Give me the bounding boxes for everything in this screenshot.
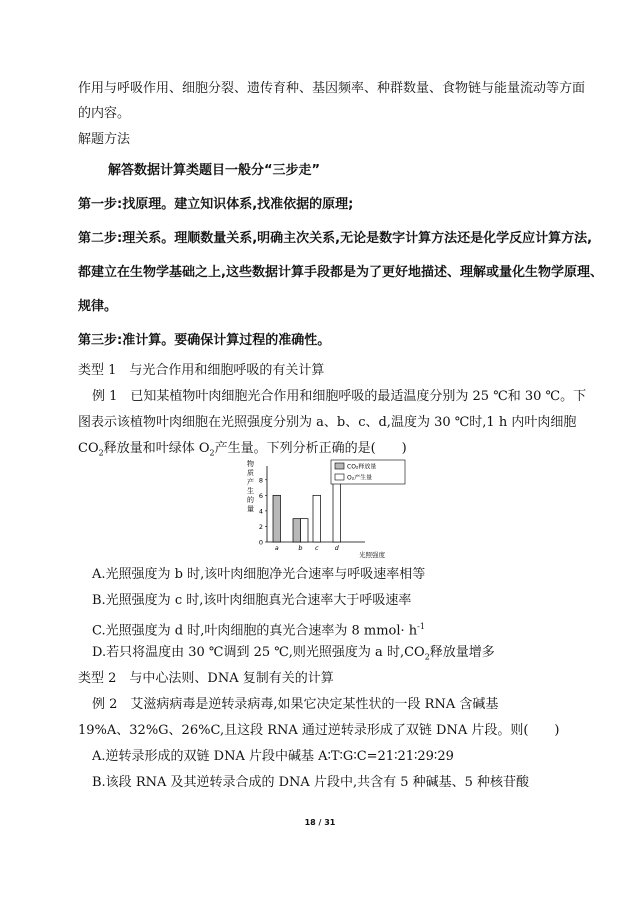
bar-b-series1 bbox=[293, 519, 301, 542]
page-number: 18 / 31 bbox=[304, 818, 336, 827]
example1-line3-end: 产生量。下列分析正确的是( ) bbox=[214, 441, 407, 456]
para1-line2: 的内容。 bbox=[78, 106, 131, 121]
bar-a-series1 bbox=[273, 495, 281, 542]
chart-ylabel-char: 生 bbox=[247, 487, 254, 495]
example1-line3-mid: 释放量和叶绿体 O bbox=[103, 441, 210, 456]
example2-line2: 19%A、32%G、26%C,且这段 RNA 通过逆转录形成了双链 DNA 片段。则( ) bbox=[78, 723, 560, 738]
chart-ylabel-char: 量 bbox=[247, 505, 254, 513]
type1-heading: 类型 1 与光合作用和细胞呼吸的有关计算 bbox=[78, 363, 325, 378]
chart-ylabel bbox=[247, 459, 254, 513]
chart-ylabel-char: 质 bbox=[247, 469, 254, 477]
o2-subscript: 2 bbox=[209, 448, 215, 458]
x-tick-label: a bbox=[274, 544, 279, 552]
co2-subscript: 2 bbox=[98, 448, 104, 458]
example1-line1: 例 1 已知某植物叶肉细胞光合作用和细胞呼吸的最适温度分别为 25 ℃和 30 ℃。下 bbox=[92, 389, 587, 404]
step2-line1: 第二步:理关系。理顺数量关系,明确主次关系,无论是数字计算方法还是化学反应计算方法, bbox=[78, 231, 593, 246]
example2-option-a: A.逆转录形成的双链 DNA 片段中碱基 A∶T∶G∶C=21∶21∶29∶29 bbox=[92, 749, 454, 764]
y-tick-label: 4 bbox=[258, 507, 263, 516]
example1-line2: 图表示该植物叶肉细胞在光照强度分别为 a、b、c、d,温度为 30 ℃时,1 h 内叶肉细胞 bbox=[78, 415, 577, 430]
co2-text: CO bbox=[78, 441, 99, 456]
legend-swatch bbox=[335, 474, 344, 480]
bar-b-series2 bbox=[301, 519, 309, 542]
step2-line3: 规律。 bbox=[78, 299, 118, 314]
method-label: 解题方法 bbox=[78, 132, 131, 147]
chart-ylabel-char: 的 bbox=[247, 496, 254, 504]
example2-line1: 例 2 艾滋病病毒是逆转录病毒,如果它决定某性状的一段 RNA 含碱基 bbox=[92, 697, 499, 712]
option-c-superscript: -1 bbox=[417, 622, 425, 631]
option-c bbox=[92, 618, 580, 640]
x-axis-label: 光照强度 bbox=[359, 551, 385, 559]
option-b: B.光照强度为 c 时,该叶肉细胞真光合速率大于呼吸速率 bbox=[92, 593, 412, 608]
para1-line1: 作用与呼吸作用、细胞分裂、遗传育种、基因频率、种群数量、食物链与能量流动等方面 bbox=[78, 81, 586, 96]
option-a: A.光照强度为 b 时,该叶肉细胞净光合速率与呼吸速率相等 bbox=[92, 567, 426, 582]
steps-title: 解答数据计算类题目一般分“三步走” bbox=[108, 163, 321, 178]
y-tick-label: 8 bbox=[258, 476, 263, 485]
x-tick-label: d bbox=[334, 544, 339, 552]
option-c-text: C.光照强度为 d 时,叶肉细胞的真光合速率为 8 mmol· h bbox=[92, 623, 418, 639]
x-tick-label: c bbox=[314, 544, 319, 552]
legend-swatch bbox=[335, 463, 344, 469]
step1-text: 第一步:找原理。建立知识体系,找准依据的原理; bbox=[78, 197, 354, 212]
option-d bbox=[92, 644, 580, 667]
bar-d-series2 bbox=[333, 480, 341, 542]
chart-legend bbox=[331, 460, 405, 484]
y-tick-label: 2 bbox=[258, 522, 263, 531]
chart-ylabel-char: 产 bbox=[247, 478, 254, 486]
step2-line2: 都建立在生物学基础之上,这些数据计算手段都是为了更好地描述、理解或量化生物学原理、 bbox=[78, 265, 603, 280]
type2-heading: 类型 2 与中心法则、DNA 复制有关的计算 bbox=[78, 671, 334, 686]
y-tick-label: 0 bbox=[258, 538, 263, 547]
option-d-text-end: 释放量增多 bbox=[429, 645, 495, 660]
chart-ylabel-char: 物 bbox=[247, 460, 254, 468]
bar-c-series2 bbox=[313, 495, 321, 542]
step3-text: 第三步:准计算。要确保计算过程的准确性。 bbox=[78, 333, 331, 348]
option-d-subscript: 2 bbox=[424, 652, 430, 662]
example2-option-b: B.该段 RNA 及其逆转录合成的 DNA 片段中,共含有 5 种碱基、5 种核苷酸 bbox=[92, 775, 530, 790]
option-d-text: D.若只将温度由 30 ℃调到 25 ℃,则光照强度为 a 时,CO bbox=[92, 645, 425, 660]
bar-chart bbox=[243, 458, 413, 562]
legend-label: O₂产生量 bbox=[347, 474, 373, 482]
y-tick-label: 6 bbox=[258, 491, 263, 500]
legend-label: CO₂释放量 bbox=[347, 463, 377, 471]
x-tick-label: b bbox=[298, 544, 303, 552]
